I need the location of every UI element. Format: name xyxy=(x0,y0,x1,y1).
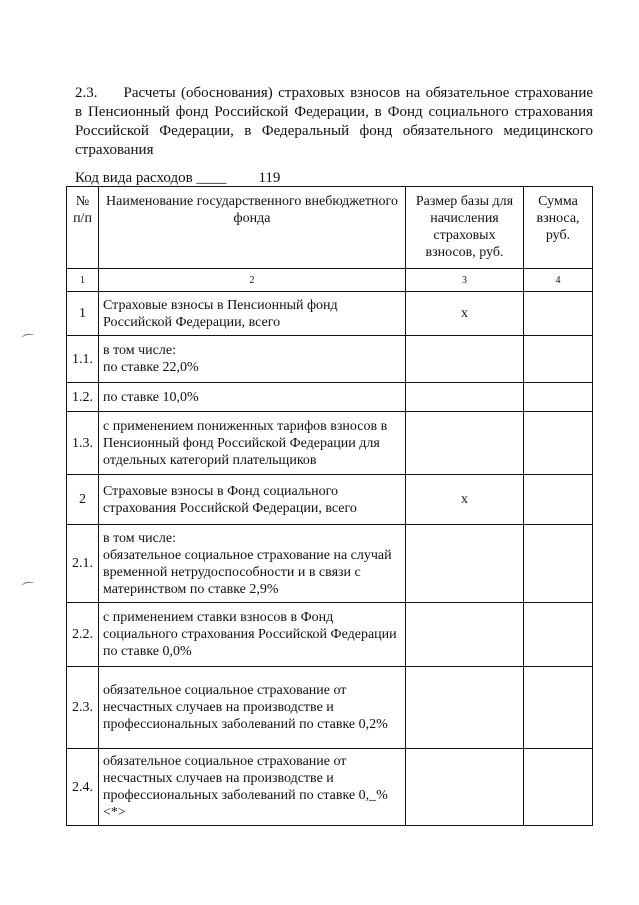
row-sum xyxy=(524,412,593,475)
table-row xyxy=(67,667,593,749)
column-index: 1 xyxy=(67,269,99,292)
column-index: 2 xyxy=(99,269,406,292)
row-base xyxy=(406,336,524,383)
contributions-table xyxy=(66,186,593,826)
row-sum xyxy=(524,667,593,749)
row-num: 1 xyxy=(67,292,99,336)
row-base xyxy=(406,525,524,603)
header-sum: Сумма взноса, руб. xyxy=(524,187,593,269)
row-sum xyxy=(524,336,593,383)
header-name: Наименование государственного внебюджетного фонда xyxy=(99,187,406,269)
table-row xyxy=(67,412,593,475)
row-num: 1.2. xyxy=(67,383,99,412)
row-sum xyxy=(524,292,593,336)
row-num: 2.3. xyxy=(67,667,99,749)
expense-code-value: 119 xyxy=(230,170,352,187)
row-name: обязательное социальное страхование от несчастных случаев на производстве и профессиональных заболеваний по ставке 0,_% <*> xyxy=(99,749,406,826)
section-number: 2.3. xyxy=(75,85,98,101)
row-num: 2.2. xyxy=(67,603,99,667)
row-name: с применением пониженных тарифов взносов в Пенсионный фонд Российской Федерации для отдельных категорий плательщиков xyxy=(99,412,406,475)
row-name: обязательное социальное страхование от несчастных случаев на производстве и профессиональных заболеваний по ставке 0,2% xyxy=(99,667,406,749)
row-num: 2.4. xyxy=(67,749,99,826)
row-base xyxy=(406,412,524,475)
row-sum xyxy=(524,383,593,412)
section-heading xyxy=(75,84,593,160)
section-title: Расчеты (обоснования) страховых взносов на обязательное страхование в Пенсионный фонд Российской Федерации, в Фонд социального страхования Российской Федерации, в Федеральный фонд обязательного медицинского страхования xyxy=(75,85,593,158)
table-row xyxy=(67,475,593,525)
row-num: 2 xyxy=(67,475,99,525)
table-row xyxy=(67,383,593,412)
header-num: № п/п xyxy=(67,187,99,269)
row-name: Страховые взносы в Пенсионный фонд Российской Федерации, всего xyxy=(99,292,406,336)
row-base: x xyxy=(406,475,524,525)
margin-mark: ⌒ xyxy=(20,331,37,350)
expense-code-line xyxy=(75,169,352,187)
table-row xyxy=(67,603,593,667)
header-base: Размер базы для начисления страховых взносов, руб. xyxy=(406,187,524,269)
row-name: с применением ставки взносов в Фонд социального страхования Российской Федерации по ставке 0,0% xyxy=(99,603,406,667)
row-base xyxy=(406,667,524,749)
row-sum xyxy=(524,475,593,525)
row-base xyxy=(406,383,524,412)
row-name: Страховые взносы в Фонд социального страхования Российской Федерации, всего xyxy=(99,475,406,525)
row-num: 2.1. xyxy=(67,525,99,603)
column-index: 4 xyxy=(524,269,593,292)
column-index: 3 xyxy=(406,269,524,292)
row-base: x xyxy=(406,292,524,336)
margin-mark: ⌒ xyxy=(20,579,37,598)
row-num: 1.1. xyxy=(67,336,99,383)
row-name: в том числе: обязательное социальное страхование на случай временной нетрудоспособности и в связи с материнством по ставке 2,9% xyxy=(99,525,406,603)
row-base xyxy=(406,749,524,826)
table-row xyxy=(67,749,593,826)
row-sum xyxy=(524,603,593,667)
row-base xyxy=(406,603,524,667)
row-num: 1.3. xyxy=(67,412,99,475)
expense-code-label: Код вида расходов ____ xyxy=(75,170,227,186)
table-row xyxy=(67,336,593,383)
row-sum xyxy=(524,525,593,603)
row-sum xyxy=(524,749,593,826)
table-row xyxy=(67,525,593,603)
table-row xyxy=(67,292,593,336)
row-name: в том числе: по ставке 22,0% xyxy=(99,336,406,383)
row-name: по ставке 10,0% xyxy=(99,383,406,412)
column-index-row xyxy=(67,269,593,292)
table-header-row xyxy=(67,187,593,269)
